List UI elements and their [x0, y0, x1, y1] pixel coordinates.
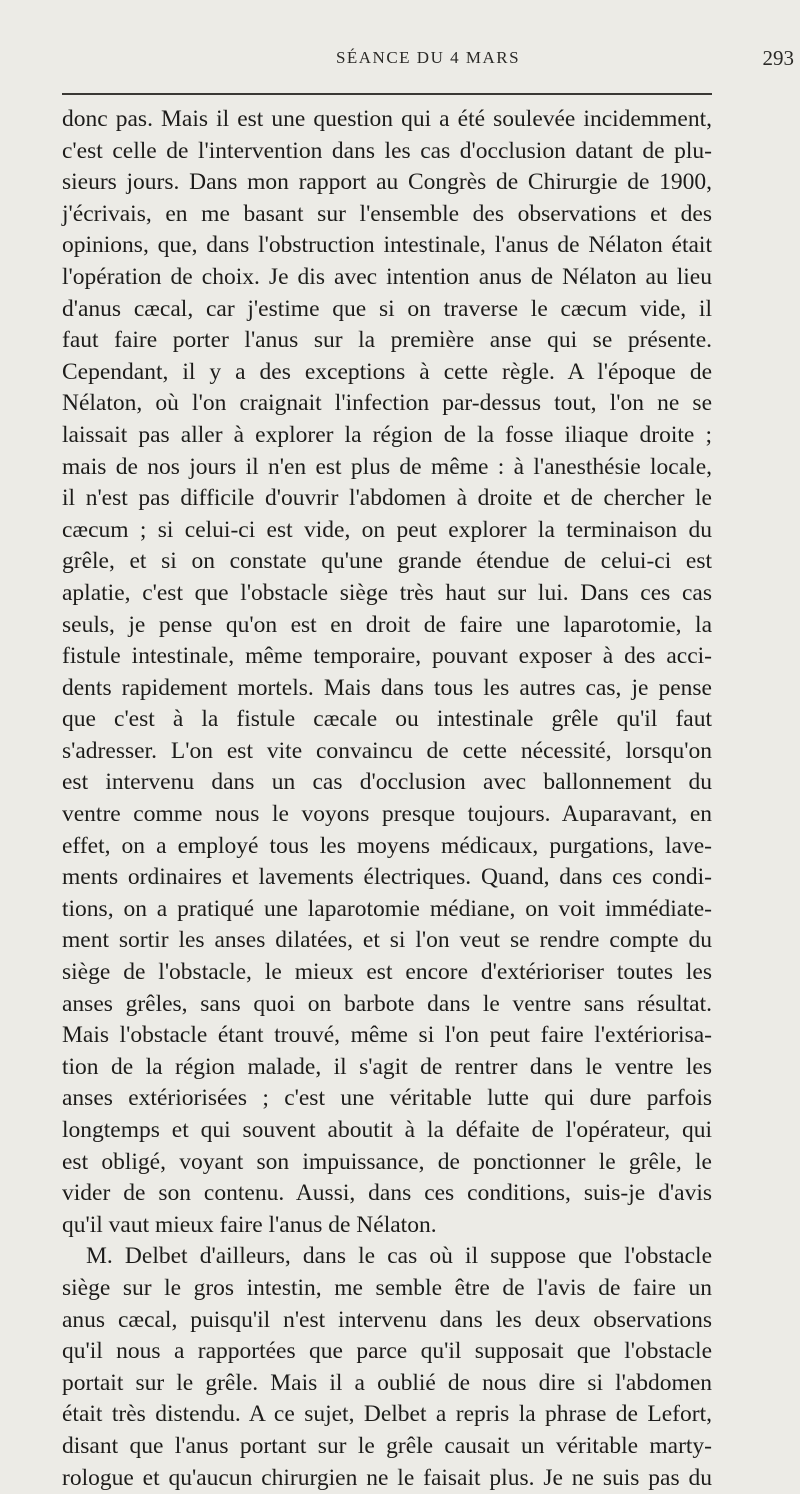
- text-line: c'est celle de l'intervention dans les cas d'occlusion datant de plu-: [62, 137, 712, 164]
- text-line: j'écrivais, en me basant sur l'ensemble des observations et des: [62, 200, 712, 227]
- text-line: ment sortir les anses dilatées, et si l'on veut se rendre compte du: [62, 927, 712, 954]
- text-line: donc pas. Mais il est une question qui a été soulevée incidemment,: [62, 106, 712, 132]
- running-title: SÉANCE DU 4 MARS: [335, 48, 521, 67]
- text-line: rologue et qu'aucun chirurgien ne le faisait plus. Je ne suis pas du: [62, 1464, 712, 1491]
- text-line: grêle, et si on constate qu'une grande étendue de celui-ci est: [62, 548, 712, 575]
- text-line: était très distendu. A ce sujet, Delbet a repris la phrase de Lefort,: [62, 1401, 712, 1428]
- text-line: s'adresser. L'on est vite convaincu de cette nécessité, lorsqu'on: [62, 737, 712, 764]
- text-line: tion de la région malade, il s'agit de rentrer dans le ventre les: [62, 1053, 712, 1080]
- text-line: tions, on a pratiqué une laparotomie médiane, on voit immédiate-: [62, 895, 712, 922]
- text-line: anses grêles, sans quoi on barbote dans le ventre sans résultat.: [62, 990, 712, 1017]
- text-line: siège de l'obstacle, le mieux est encore d'extérioriser toutes les: [62, 959, 712, 986]
- text-line: cæcum ; si celui-ci est vide, on peut explorer la terminaison du: [62, 516, 712, 543]
- text-line: M. Delbet d'ailleurs, dans le cas où il suppose que l'obstacle: [86, 1243, 712, 1270]
- text-line: disant que l'anus portant sur le grêle causait un véritable marty-: [62, 1432, 712, 1459]
- text-line: mais de nos jours il n'en est plus de même : à l'anesthésie locale,: [62, 453, 712, 480]
- text-line: laissait pas aller à explorer la région de la fosse iliaque droite ;: [62, 421, 712, 448]
- text-line: Mais l'obstacle étant trouvé, même si l'on peut faire l'extériorisa-: [62, 1022, 712, 1049]
- body-text: [62, 104, 712, 1494]
- text-line: l'opération de choix. Je dis avec intention anus de Nélaton au lieu: [62, 263, 712, 290]
- page-header: [62, 48, 794, 82]
- text-line: dents rapidement mortels. Mais dans tous les autres cas, je pense: [62, 674, 712, 701]
- text-line: qu'il nous a rapportées que parce qu'il supposait que l'obstacle: [62, 1338, 712, 1365]
- text-line: est obligé, voyant son impuissance, de ponctionner le grêle, le: [62, 1148, 712, 1175]
- text-line: Cependant, il y a des exceptions à cette règle. A l'époque de: [62, 358, 712, 385]
- text-line: il n'est pas difficile d'ouvrir l'abdomen à droite et de chercher le: [62, 485, 712, 512]
- page-number: 293: [762, 46, 794, 70]
- text-line: anses extériorisées ; c'est une véritable lutte qui dure parfois: [62, 1085, 712, 1112]
- text-line: ventre comme nous le voyons presque toujours. Auparavant, en: [62, 801, 712, 828]
- text-line: ments ordinaires et lavements électriques. Quand, dans ces condi-: [62, 864, 712, 891]
- text-line: faut faire porter l'anus sur la première anse qui se présente.: [62, 327, 712, 354]
- text-line: portait sur le grêle. Mais il a oublié de nous dire si l'abdomen: [62, 1369, 712, 1396]
- text-line: que c'est à la fistule cæcale ou intestinale grêle qu'il faut: [62, 706, 712, 733]
- text-line: seuls, je pense qu'on est en droit de faire une laparotomie, la: [62, 611, 712, 638]
- text-line: anus cæcal, puisqu'il n'est intervenu dans les deux observations: [62, 1306, 712, 1333]
- text-line: vider de son contenu. Aussi, dans ces conditions, suis-je d'avis: [62, 1180, 712, 1207]
- text-line: est intervenu dans un cas d'occlusion avec ballonnement du: [62, 769, 712, 796]
- text-line: sieurs jours. Dans mon rapport au Congrès de Chirurgie de 1900,: [62, 169, 712, 196]
- text-line: opinions, que, dans l'obstruction intestinale, l'anus de Nélaton était: [62, 232, 712, 259]
- text-line: aplatie, c'est que l'obstacle siège très haut sur lui. Dans ces cas: [62, 579, 712, 606]
- text-line: Nélaton, où l'on craignait l'infection par-dessus tout, l'on ne se: [62, 390, 712, 417]
- text-line: siège sur le gros intestin, me semble être de l'avis de faire un: [62, 1274, 712, 1301]
- text-line: effet, on a employé tous les moyens médicaux, purgations, lave-: [62, 832, 712, 859]
- text-line: d'anus cæcal, car j'estime que si on traverse le cæcum vide, il: [62, 295, 712, 322]
- text-line: longtemps et qui souvent aboutit à la défaite de l'opérateur, qui: [62, 1117, 712, 1143]
- text-line: fistule intestinale, même temporaire, pouvant exposer à des acci-: [62, 643, 712, 670]
- header-rule: [62, 93, 712, 95]
- text-line: qu'il vaut mieux faire l'anus de Nélaton.: [62, 1211, 437, 1238]
